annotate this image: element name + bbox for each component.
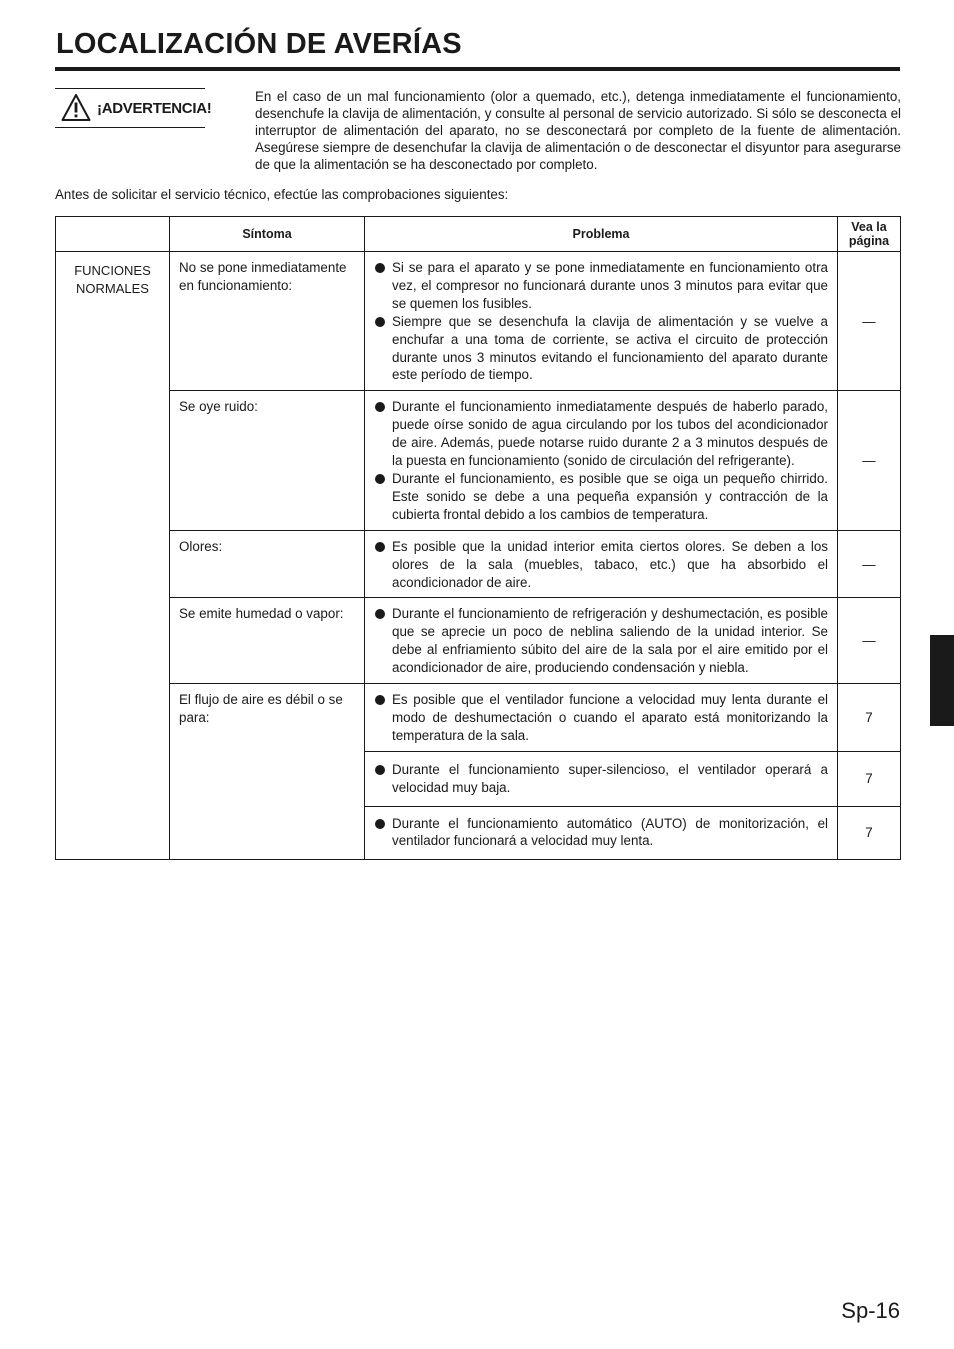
problem-cell [365, 684, 838, 752]
page-ref-cell: — [838, 598, 901, 684]
warning-text: En el caso de un mal funcionamiento (olor a quemado, etc.), detenga inmediatamente el funcionamiento, desenchufe la clavija de alimentación, y consulte al personal de servicio autorizado. Si sólo se desconecta el interruptor de alimentación del aparato, no se desconectará por completo de la fuente de alimentación. Asegúrese siempre de desenchufar la clavija de alimentación o de desconectar el disyuntor para asegurarse de que la alimentación se ha desconectado por completo. [255, 89, 901, 172]
problem-item: Durante el funcionamiento, es posible que se oiga un pequeño chirrido. Este sonido se debe a una pequeña expansión y contracción de la cubierta frontal debido a los cambios de temperatura. [374, 470, 828, 524]
header-page: Vea la página [838, 217, 901, 252]
page-ref-cell: — [838, 252, 901, 391]
troubleshooting-table [55, 216, 901, 860]
warning-label: ¡ADVERTENCIA! [97, 99, 212, 117]
page-number: Sp-16 [841, 1298, 900, 1323]
warning-label-box [55, 88, 212, 128]
header-problem: Problema [365, 217, 838, 252]
category-cell: FUNCIONES NORMALES [56, 252, 170, 860]
problem-item: Durante el funcionamiento inmediatamente después de haberlo parado, puede oírse sonido de agua circulando por los tubos del acondicionador de aire. Además, puede notarse ruido durante 2 a 3 minutos después de la puesta en funcionamiento (sonido de circulación del refrigerante). [374, 398, 828, 470]
problem-item: Durante el funcionamiento super-silencioso, el ventilador operará a velocidad muy baja. [374, 761, 828, 797]
problem-cell [365, 391, 838, 530]
problem-cell [365, 751, 838, 806]
problem-cell [365, 252, 838, 391]
problem-cell [365, 598, 838, 684]
page-ref-cell: 7 [838, 684, 901, 752]
header-category [56, 217, 170, 252]
table-row [56, 684, 901, 752]
problem-cell [365, 530, 838, 598]
problem-item: Siempre que se desenchufa la clavija de alimentación y se vuelve a enchufar a una toma de corriente, se activa el circuito de protección durante unos 3 minutos evitando el funcionamiento del aparato durante este período de tiempo. [374, 313, 828, 385]
page-ref-cell: 7 [838, 751, 901, 806]
problem-item: Es posible que el ventilador funcione a velocidad muy lenta durante el modo de deshumectación o cuando el aparato está monitorizando la temperatura de la sala. [374, 691, 828, 745]
table-row [56, 598, 901, 684]
page-ref-cell: — [838, 530, 901, 598]
symptom-cell: Olores: [170, 530, 365, 598]
table-header-row [56, 217, 901, 252]
table-row [56, 252, 901, 391]
symptom-cell: No se pone inmediatamente en funcionamiento: [170, 252, 365, 391]
problem-cell [365, 806, 838, 860]
table-row [56, 391, 901, 530]
problem-item: Es posible que la unidad interior emita ciertos olores. Se deben a los olores de la sala (muebles, tabaco, etc.) que ha absorbido el acondicionador de aire. [374, 538, 828, 592]
page-title: LOCALIZACIÓN DE AVERÍAS [56, 28, 462, 60]
table-row [56, 530, 901, 598]
symptom-cell: Se emite humedad o vapor: [170, 598, 365, 684]
intro-text: Antes de solicitar el servicio técnico, efectúe las comprobaciones siguientes: [55, 187, 509, 202]
page-ref-cell: 7 [838, 806, 901, 860]
symptom-cell: Se oye ruido: [170, 391, 365, 530]
problem-item: Si se para el aparato y se pone inmediatamente en funcionamiento otra vez, el compresor no funcionará durante unos 3 minutos para evitar que se quemen los fusibles. [374, 259, 828, 313]
section-side-tab [930, 635, 954, 726]
problem-item: Durante el funcionamiento automático (AUTO) de monitorización, el ventilador funcionará a velocidad muy lenta. [374, 815, 828, 851]
problem-item: Durante el funcionamiento de refrigeración y deshumectación, es posible que se aprecie un poco de neblina saliendo de la unidad interior. Se debe al enfriamiento súbito del aire de la sala por el aire emitido por el acondicionador de aire, produciendo condensación y niebla. [374, 605, 828, 677]
page-ref-cell: — [838, 391, 901, 530]
title-underline [55, 67, 900, 71]
header-symptom: Síntoma [170, 217, 365, 252]
symptom-cell: El flujo de aire es débil o se para: [170, 684, 365, 860]
warning-triangle-icon [61, 93, 91, 123]
